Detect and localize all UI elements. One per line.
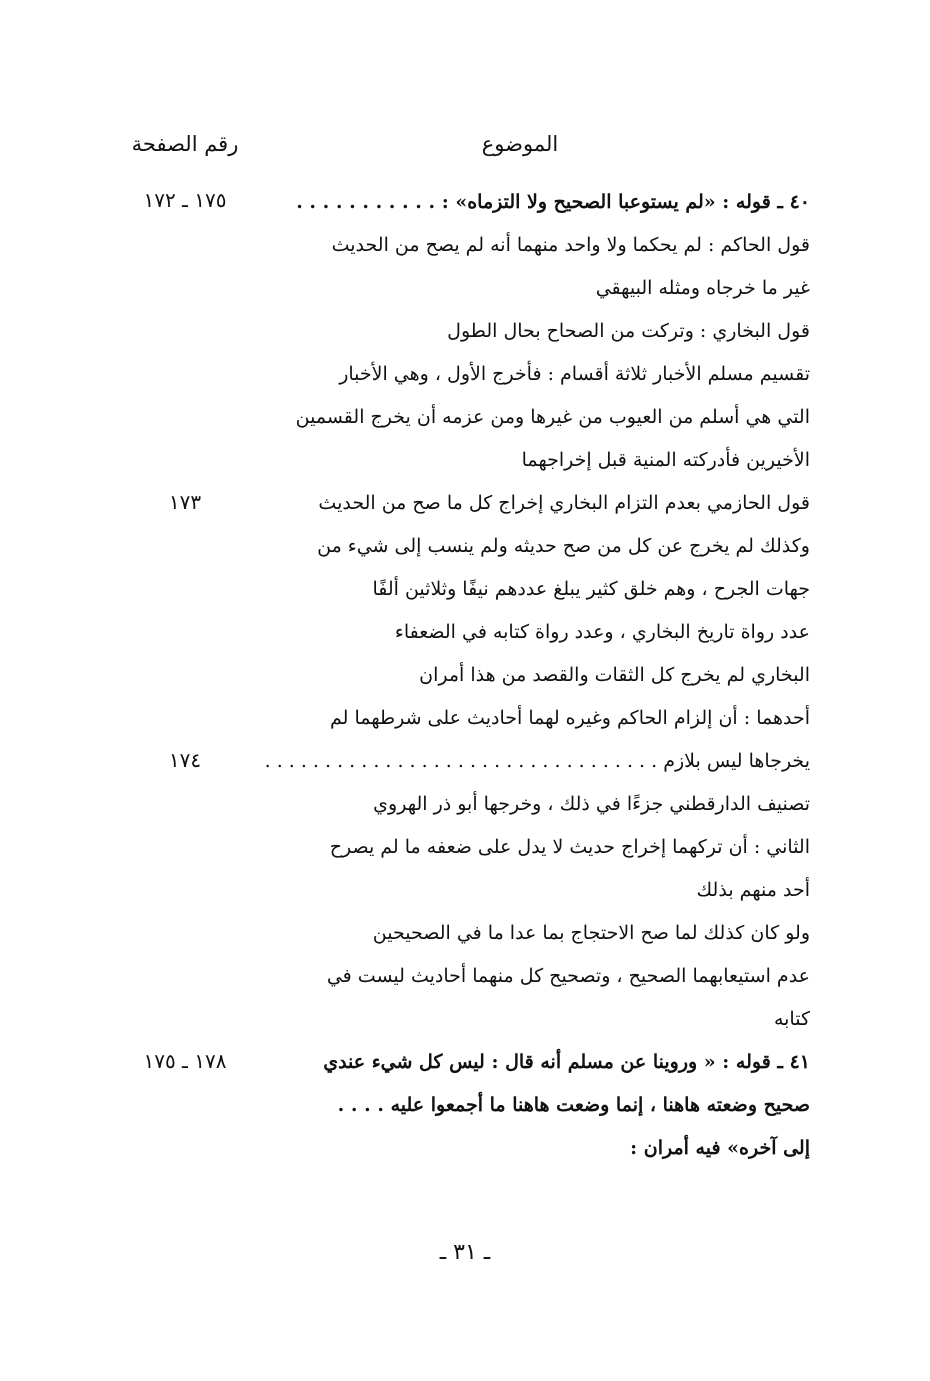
entry-41-heading-cont: صحيح وضعته هاهنا ، إنما وضعت هاهنا ما أجمعوا عليه . . . . (337, 1094, 810, 1116)
list-item: قول الحازمي بعدم التزام البخاري إخراج كل ما صح من الحديث (318, 492, 810, 514)
page-number-footer: ـ ٣١ ـ (439, 1240, 491, 1265)
list-item: التي هي أسلم من العيوب من غيرها ومن عزمه أن يخرج القسمين (295, 406, 810, 428)
list-item: يخرجاها ليس بلازم . . . . . . . . . . . . . . . . . . . . . . . . . . . . . . . . . (264, 750, 810, 772)
list-item: تقسيم مسلم الأخبار ثلاثة أقسام : فأخرج الأول ، وهي الأخبار (339, 363, 810, 385)
list-item: تصنيف الدارقطني جزءًا في ذلك ، وخرجها أبو ذر الهروي (373, 793, 810, 815)
entry-40-heading: ٤٠ ـ قوله : «لم يستوعبا الصحيح ولا التزماه» : . . . . . . . . . . . (296, 191, 810, 213)
column-header-topic: الموضوع (481, 132, 559, 156)
page-ref: ١٧٤ (168, 748, 202, 772)
list-item: عدم استيعابهما الصحيح ، وتصحيح كل منهما أحاديث ليست في (326, 965, 810, 987)
list-item: جهات الجرح ، وهم خلق كثير يبلغ عددهم نيفًا وثلاثين ألفًا (372, 578, 810, 600)
entry-41-heading-cont: إلى آخره» فيه أمران : (630, 1137, 810, 1159)
list-item: عدد رواة تاريخ البخاري ، وعدد رواة كتابه في الضعفاء (394, 621, 810, 643)
list-item: وكذلك لم يخرج عن كل من صح حديثه ولم ينسب إلى شيء من (317, 535, 810, 557)
page-ref: ١٧٣ (168, 490, 202, 514)
column-header-page-number: رقم الصفحة (131, 132, 239, 156)
list-item: أحد منهم بذلك (696, 879, 810, 901)
page-ref: ١٧٥ ـ ١٧٢ (143, 188, 227, 212)
list-item: ولو كان كذلك لما صح الاحتجاج بما عدا ما في الصحيحين (372, 922, 810, 944)
list-item: غير ما خرجاه ومثله البيهقي (595, 277, 810, 299)
entry-41-heading: ٤١ ـ قوله : « وروينا عن مسلم أنه قال : ليس كل شيء عندي (323, 1051, 810, 1073)
list-item: قول الحاكم : لم يحكما ولا واحد منهما أنه لم يصح من الحديث (331, 234, 810, 256)
page-ref: ١٧٨ ـ ١٧٥ (143, 1049, 227, 1073)
list-item: أحدهما : أن إلزام الحاكم وغيره لهما أحاديث على شرطهما لم (329, 707, 810, 729)
list-item: البخاري لم يخرج كل الثقات والقصد من هذا أمران (419, 664, 810, 686)
list-item: الأخيرين فأدركته المنية قبل إخراجهما (521, 449, 810, 471)
list-item: الثاني : أن تركهما إخراج حديث لا يدل على ضعفه ما لم يصرح (329, 836, 810, 858)
list-item: قول البخاري : وتركت من الصحاح بحال الطول (447, 320, 810, 342)
list-item: كتابه (773, 1008, 810, 1030)
